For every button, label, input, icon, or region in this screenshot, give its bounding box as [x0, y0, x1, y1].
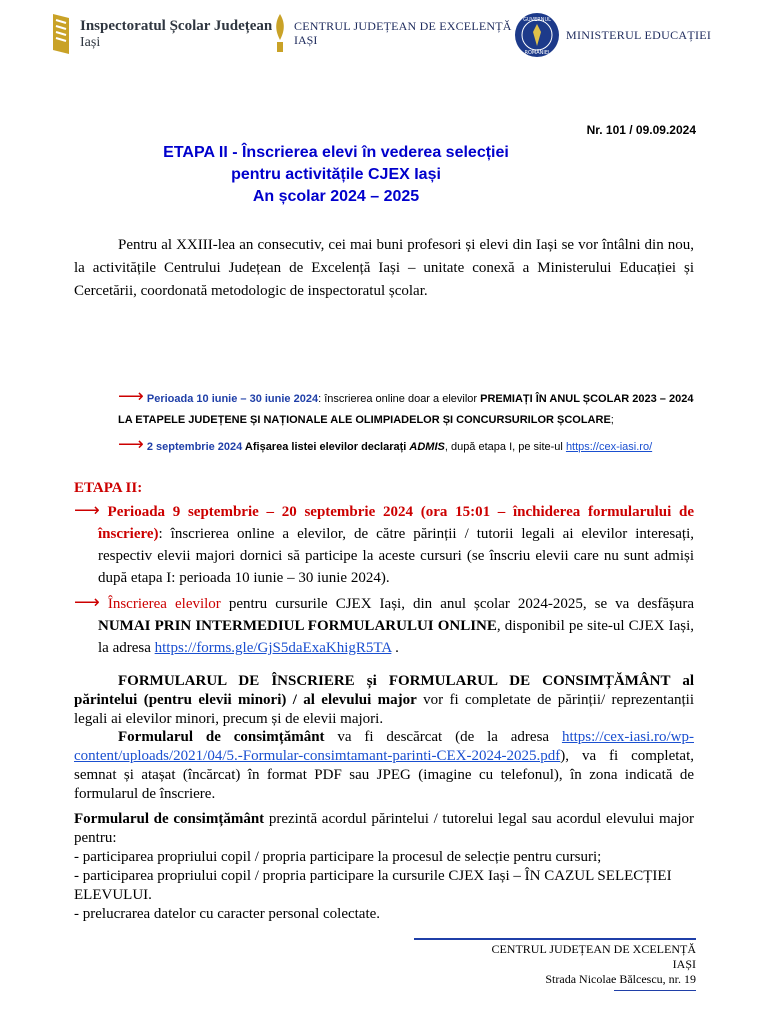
etapa1-date-label: 2 septembrie 2024 — [146, 441, 243, 453]
arrow-right-icon: ⟶ — [74, 500, 100, 521]
cjex-logo — [272, 12, 512, 54]
cjex-name: CENTRUL JUDEȚEAN DE EXCELENȚĂ — [294, 19, 512, 33]
etapa2-heading: ETAPA II: — [74, 480, 143, 496]
title-line-3: An școlar 2024 – 2025 — [252, 188, 420, 205]
government-seal-icon — [514, 12, 560, 58]
cex-site-link[interactable]: https://cex-iasi.ro/ — [565, 441, 653, 453]
footer-divider-bottom — [614, 990, 696, 991]
isj-logo — [50, 12, 272, 56]
footer-address — [491, 942, 696, 987]
list-item: - participarea propriului copil / propria participare la procesul de selecție pentru cursuri; — [74, 849, 602, 865]
forms-paragraph-1: FORMULARUL DE ÎNSCRIERE și FORMULARUL DE CONSIMȚĂMÂNT al părintelui (pentru elevii minori) / al elevului major vor fi completate de părinții/ reprezentanții legali ai elevilor minori, precum și de elevii majori. — [74, 673, 694, 727]
title-line-1: ETAPA II - Înscrierea elevi în vederea selecției — [163, 144, 509, 161]
forms-paragraph-2: Formularul de consimțământ va fi descărcat (de la adresa https://cex-iasi.ro/wp-content/uploads/2021/04/5.-Formular-consimtamant-parinti-CEX-2024-2025.pdf), va fi completat, semnat și atașat (încărcat) în format PDF sau JPEG (imagine cu telefonul), în zona indicată de formularul de înscriere. — [74, 729, 694, 802]
etapa1-bullet-1: ⟶ Perioada 10 iunie – 30 iunie 2024: înscrierea online doar a elevilor PREMIAȚI ÎN ANUL ȘCOLAR 2023 – 2024 LA ETAPELE JUDEȚENE ȘI NAȚIONALE ALE OLIMPIADELOR ȘI CONCURSURILOR ȘCOLARE; — [118, 386, 694, 426]
list-item: - prelucrarea datelor cu caracter personal colectate. — [74, 906, 381, 922]
ministry-logo — [514, 12, 711, 58]
flame-icon — [272, 12, 288, 54]
page-title — [0, 142, 672, 208]
list-item: - participarea propriului copil / propria participare la cursurile CJEX Iași – ÎN CAZUL SELECȚIEI ELEVULUI. — [74, 868, 672, 903]
online-form-link[interactable]: https://forms.gle/GjS5daExaKhigR5TA — [154, 640, 392, 656]
isj-city: Iași — [80, 34, 101, 50]
document-number: Nr. 101 / 09.09.2024 — [586, 123, 696, 137]
consent-items-list — [74, 848, 694, 924]
ministry-name: MINISTERUL EDUCAȚIEI — [566, 27, 712, 42]
etapa1-bullet-2: ⟶ 2 septembrie 2024 Afișarea listei elevilor declarați ADMIS, după etapa I, pe site-ul https://cex-iasi.ro/ — [118, 434, 653, 455]
intro-paragraph: Pentru al XXIII-lea an consecutiv, cei mai buni profesori și elevi din Iași se vor întâlni din nou, la activitățile Centrului Județean de Excelență Iași – unitate conexă a Ministerului Educației și Cercetării, coordonată metodologic de inspectoratul școlar. — [74, 237, 694, 299]
isj-emblem-icon — [50, 12, 72, 56]
footer-divider-top — [414, 938, 696, 940]
seal-bottom-text: ROMÂNIEI — [524, 50, 550, 56]
etapa2-period: Perioada 9 septembrie – 20 septembrie 2024 (ora 15:01 – închiderea formularului de înscriere) — [98, 504, 694, 542]
title-line-2: pentru activitățile CJEX Iași — [231, 166, 441, 183]
etapa2-bullet-1: ⟶ Perioada 9 septembrie – 20 septembrie 2024 (ora 15:01 – închiderea formularului de înscriere): înscrierea online a elevilor, de către părinții / tutorii legali ai elevilor interesați, respectiv elevii majori dornici să participe la aceste cursuri (se înscriu elevii care nu sunt admiși după etapa I: perioada 10 iunie – 30 iunie 2024). — [74, 500, 694, 586]
footer-street: Strada Nicolae Bălcescu, nr. 19 — [545, 972, 696, 986]
footer-city: IAȘI — [672, 957, 696, 971]
etapa1-period-label: Perioada 10 iunie – 30 iunie 2024 — [146, 393, 319, 405]
arrow-right-icon: ⟶ — [118, 434, 144, 455]
seal-top-text: GUVERNUL — [523, 17, 551, 23]
forms-paragraph-3: Formularul de consimțământ prezintă acordul părintelui / tutorelui legal sau acordul elevului major pentru: — [74, 811, 694, 846]
cjex-city: IAȘI — [294, 33, 318, 47]
footer-org: CENTRUL JUDEȚEAN DE XCELENȚĂ — [491, 942, 696, 956]
consent-form-link[interactable]: https://cex-iasi.ro/wp-content/uploads/2021/04/5.-Formular-consimtamant-parinti-CEX-2024-2025.pdf — [74, 729, 694, 764]
isj-name: Inspectoratul Școlar Județean — [80, 17, 273, 34]
arrow-right-icon: ⟶ — [118, 386, 144, 407]
enrollment-label: Înscrierea elevilor — [107, 596, 221, 612]
etapa2-bullet-2: ⟶ Înscrierea elevilor pentru cursurile CJEX Iași, din anul școlar 2024-2025, se va desfășura NUMAI PRIN INTERMEDIUL FORMULARULUI ONLINE, disponibil pe site-ul CJEX Iași, la adresa https://forms.gle/GjS5daExaKhigR5TA . — [74, 592, 695, 656]
arrow-right-icon: ⟶ — [74, 592, 100, 613]
